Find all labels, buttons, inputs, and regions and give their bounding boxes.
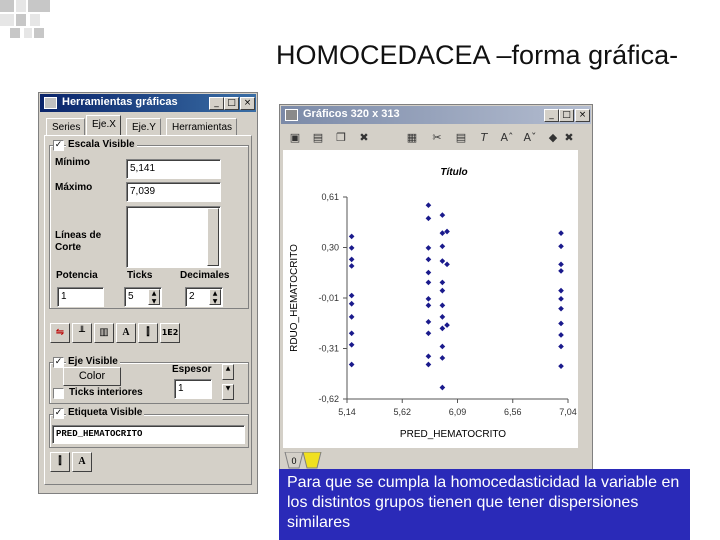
x-tick-label: 6,09 xyxy=(448,407,467,417)
espesor-spinner-down[interactable]: ▼ xyxy=(222,384,234,400)
data-point xyxy=(426,257,432,263)
tab-series[interactable]: Series xyxy=(46,118,85,136)
sheet-tab-label: 0 xyxy=(291,456,297,466)
chart-minimize-icon[interactable]: _ xyxy=(544,109,559,122)
tab-eje-y[interactable]: Eje.Y xyxy=(126,118,161,136)
data-point xyxy=(349,234,355,240)
data-point xyxy=(440,385,446,391)
decimales-spinner[interactable]: ▲ ▼ xyxy=(209,289,221,305)
data-point xyxy=(426,330,432,336)
max-label: Máximo xyxy=(55,182,93,193)
data-point xyxy=(444,229,450,235)
data-point xyxy=(558,288,564,294)
min-label: Mínimo xyxy=(55,157,90,168)
delete-icon[interactable]: ✖ xyxy=(359,131,369,144)
x-axis-label: PRED_HEMATOCRITO xyxy=(399,429,507,440)
y-tick-label: 0,61 xyxy=(321,192,339,202)
x-tick-label: 5,62 xyxy=(393,407,412,417)
data-point xyxy=(558,306,564,312)
decimales-field[interactable]: 2 xyxy=(185,287,223,307)
copy-icon[interactable]: ❐ xyxy=(336,131,346,144)
max-field[interactable]: 7,039 xyxy=(126,182,221,202)
data-point xyxy=(426,353,432,359)
decor-square xyxy=(0,14,14,26)
data-point xyxy=(349,301,355,307)
cut-icon[interactable]: ✂ xyxy=(432,131,442,144)
ticks-spinner[interactable]: ▲ ▼ xyxy=(148,289,160,305)
data-point xyxy=(558,230,564,236)
data-point xyxy=(440,258,446,264)
data-point xyxy=(558,268,564,274)
data-point xyxy=(440,243,446,249)
grid-icon[interactable]: ▥ xyxy=(94,323,114,343)
close-icon[interactable]: × xyxy=(240,97,255,110)
data-point xyxy=(349,362,355,368)
data-point xyxy=(558,363,564,369)
cut-lines-label-line2: Corte xyxy=(55,242,82,253)
x-tick-label: 6,56 xyxy=(503,407,522,417)
data-point xyxy=(558,262,564,268)
data-point xyxy=(426,202,432,208)
ticks-label: Ticks xyxy=(127,270,153,281)
cut-lines-scrollbar[interactable] xyxy=(207,208,219,266)
slide-title: HOMOCEDACEA –forma gráfica- xyxy=(276,40,679,70)
potencia-field[interactable]: 1 xyxy=(57,287,104,307)
decor-square xyxy=(24,28,32,38)
tab-herramientas[interactable]: Herramientas xyxy=(166,118,237,136)
cut-lines-label xyxy=(55,230,101,254)
decor-square xyxy=(34,28,44,38)
y-tick-label: -0,62 xyxy=(318,394,339,404)
decor-square xyxy=(0,0,14,12)
open-icon[interactable]: ▤ xyxy=(312,131,324,144)
maximize-icon[interactable]: □ xyxy=(224,97,239,110)
chart-close-icon[interactable]: × xyxy=(575,109,590,122)
data-point xyxy=(426,362,432,368)
exponent-icon[interactable]: 1E2 xyxy=(160,323,180,343)
data-point xyxy=(440,326,446,332)
data-point xyxy=(349,330,355,336)
data-point xyxy=(349,257,355,263)
decor-square xyxy=(16,0,26,12)
scale-icon-bottom[interactable]: ⫿ xyxy=(50,452,70,472)
espesor-spinner-up[interactable]: ▲ xyxy=(222,364,234,380)
x-tick-label: 5,14 xyxy=(338,407,356,417)
data-point xyxy=(440,288,446,294)
y-axis-label: RDUO_HEMATOCRITO xyxy=(289,244,300,352)
data-point xyxy=(440,344,446,350)
chart-svg xyxy=(283,150,578,448)
color-icon[interactable]: ◆ xyxy=(548,131,558,144)
calc-icon[interactable]: ▤ xyxy=(455,131,467,144)
scale-visible-checkbox[interactable]: ✓ xyxy=(54,140,63,150)
min-field[interactable]: 5,141 xyxy=(126,159,221,179)
data-point xyxy=(440,280,446,286)
save-icon[interactable]: ▣ xyxy=(289,131,301,144)
espesor-field[interactable]: 1 xyxy=(174,379,212,399)
cut-lines-label-line1: Líneas de xyxy=(55,230,102,241)
font-shrink-icon[interactable]: Aˇ xyxy=(523,131,537,144)
data-point xyxy=(440,314,446,320)
tag-visible-checkbox[interactable]: ✓ xyxy=(54,408,63,418)
axis-visible-label: Eje Visible xyxy=(68,356,118,367)
sheet-tabs[interactable] xyxy=(283,452,343,469)
data-point xyxy=(426,270,432,276)
data-point xyxy=(440,303,446,309)
potencia-label: Potencia xyxy=(56,270,98,281)
scale-icon[interactable]: ⫿ xyxy=(138,323,158,343)
italic-icon[interactable]: T xyxy=(480,131,488,144)
decimales-label: Decimales xyxy=(180,270,230,281)
data-point xyxy=(558,332,564,338)
y-tick-label: -0,01 xyxy=(318,293,339,303)
data-point xyxy=(440,355,446,361)
inner-ticks-label: Ticks interiores xyxy=(69,387,143,398)
chart-title: Título xyxy=(440,167,468,178)
data-point xyxy=(426,319,432,325)
tab-eje-x[interactable]: Eje.X xyxy=(86,115,121,136)
data-point xyxy=(558,344,564,350)
chart-maximize-icon[interactable]: □ xyxy=(559,109,574,122)
tag-visible-label: Etiqueta Visible xyxy=(68,407,143,418)
data-point xyxy=(426,216,432,222)
close-chart-icon[interactable]: ✖ xyxy=(564,131,574,144)
inner-ticks-checkbox[interactable] xyxy=(53,388,64,399)
espesor-label: Espesor xyxy=(172,364,212,375)
tag-field[interactable]: PRED_HEMATOCRITO xyxy=(52,425,245,444)
data-point xyxy=(349,314,355,320)
data-point xyxy=(444,322,450,328)
minimize-icon[interactable]: _ xyxy=(209,97,224,110)
x-tick-label: 7,04 xyxy=(559,407,577,417)
data-point xyxy=(349,263,355,269)
decor-square xyxy=(28,0,50,12)
data-point xyxy=(558,296,564,302)
app-icon xyxy=(44,97,57,109)
line-style-icon[interactable]: ⇋ xyxy=(50,323,70,343)
y-tick-label: -0,31 xyxy=(318,343,339,354)
ticks-field[interactable]: 5 xyxy=(124,287,162,307)
scale-visible-label: Escala Visible xyxy=(68,139,135,150)
font-icon[interactable]: A xyxy=(116,323,136,343)
data-point xyxy=(426,303,432,309)
color-button[interactable]: Color xyxy=(63,367,121,386)
data-point xyxy=(440,212,446,218)
data-point xyxy=(558,243,564,249)
explanation-note: Para que se cumpla la homocedasticidad la variable en los distintos grupos tienen que tener dispersiones similares xyxy=(279,469,690,540)
data-point xyxy=(349,342,355,348)
chart-scroll-bar[interactable] xyxy=(578,150,592,468)
axis-visible-checkbox[interactable]: ✓ xyxy=(54,357,63,367)
chart-canvas xyxy=(283,150,578,448)
decor-square xyxy=(10,28,20,38)
y-tick-label: 0,30 xyxy=(321,242,339,253)
data-point xyxy=(349,293,355,299)
graphic-tools-title: Herramientas gráficas xyxy=(62,96,178,108)
data-point xyxy=(426,245,432,251)
font-grow-icon[interactable]: Aˆ xyxy=(500,131,514,144)
decor-square xyxy=(16,14,26,26)
data-point xyxy=(558,321,564,327)
data-point xyxy=(349,245,355,251)
chart-app-icon xyxy=(285,109,298,121)
font-icon-bottom[interactable]: A xyxy=(72,452,92,472)
data-point xyxy=(426,296,432,302)
data-point xyxy=(444,262,450,268)
chart-title-text: Gráficos 320 x 313 xyxy=(303,108,400,120)
table-icon[interactable]: ▦ xyxy=(406,131,418,144)
data-point xyxy=(426,280,432,286)
tick-marks-icon[interactable]: ╨ xyxy=(72,323,92,343)
data-point xyxy=(440,230,446,236)
decor-square xyxy=(30,14,40,26)
